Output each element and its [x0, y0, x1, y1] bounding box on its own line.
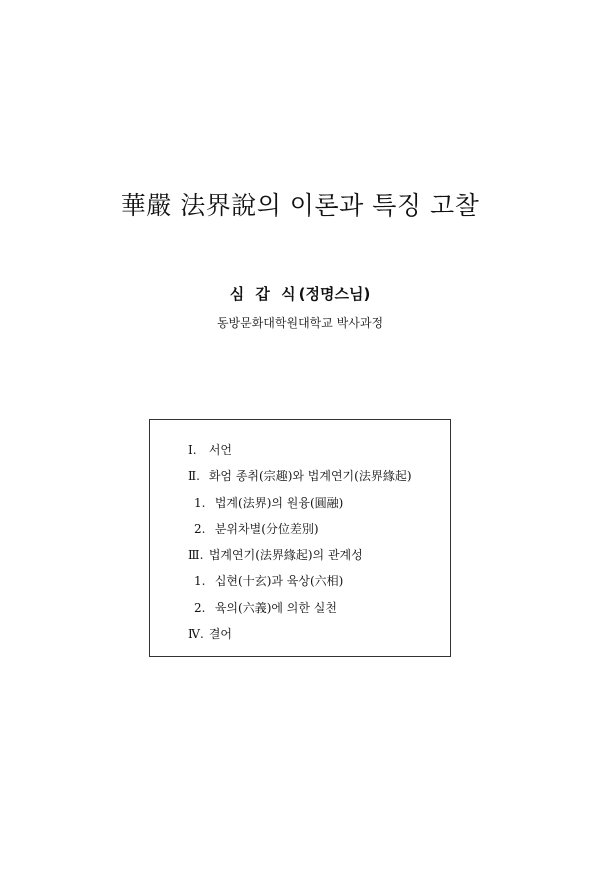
- toc-item-text: 법계연기(法界緣起)의 관계성: [208, 548, 363, 563]
- toc-item-text: 육의(六義)에 의한 실천: [214, 600, 337, 615]
- toc-item-number: 1.: [194, 495, 206, 510]
- table-of-contents: [188, 441, 412, 651]
- author-name: 심 갑 식: [229, 285, 299, 303]
- toc-subitem: [188, 599, 412, 625]
- table-of-contents-box: [149, 419, 451, 657]
- toc-item: [188, 441, 412, 467]
- author-dharma-name: (정명스님): [298, 285, 371, 303]
- toc-item-text: 십현(十玄)과 육상(六相): [214, 574, 344, 589]
- toc-item: [188, 467, 412, 493]
- toc-item-number: 2.: [194, 521, 206, 536]
- paper-title: 華嚴 法界說의 이론과 특징 고찰: [120, 191, 480, 220]
- toc-item-text: 화엄 종취(宗趣)와 법계연기(法界緣起): [208, 469, 412, 484]
- toc-item: [188, 625, 412, 651]
- toc-item-number: 1.: [194, 574, 206, 589]
- toc-subitem: [188, 494, 412, 520]
- toc-item-text: 분위차별(分位差別): [214, 521, 319, 536]
- toc-item-text: 결어: [208, 627, 233, 642]
- author-line: [0, 283, 600, 304]
- toc-item-text: 서언: [208, 443, 233, 457]
- toc-item-text: 법계(法界)의 원융(圓融): [214, 495, 344, 510]
- author-affiliation: 동방문화대학원대학교 박사과정: [216, 316, 384, 330]
- toc-item-number: Ⅱ.: [188, 469, 200, 484]
- toc-item: [188, 546, 412, 572]
- toc-item-number: Ⅲ.: [188, 548, 204, 563]
- toc-subitem: [188, 520, 412, 546]
- toc-item-number: 2.: [194, 600, 206, 615]
- toc-subitem: [188, 572, 412, 598]
- toc-item-number: Ⅰ.: [188, 443, 197, 457]
- toc-item-number: Ⅳ.: [188, 627, 204, 642]
